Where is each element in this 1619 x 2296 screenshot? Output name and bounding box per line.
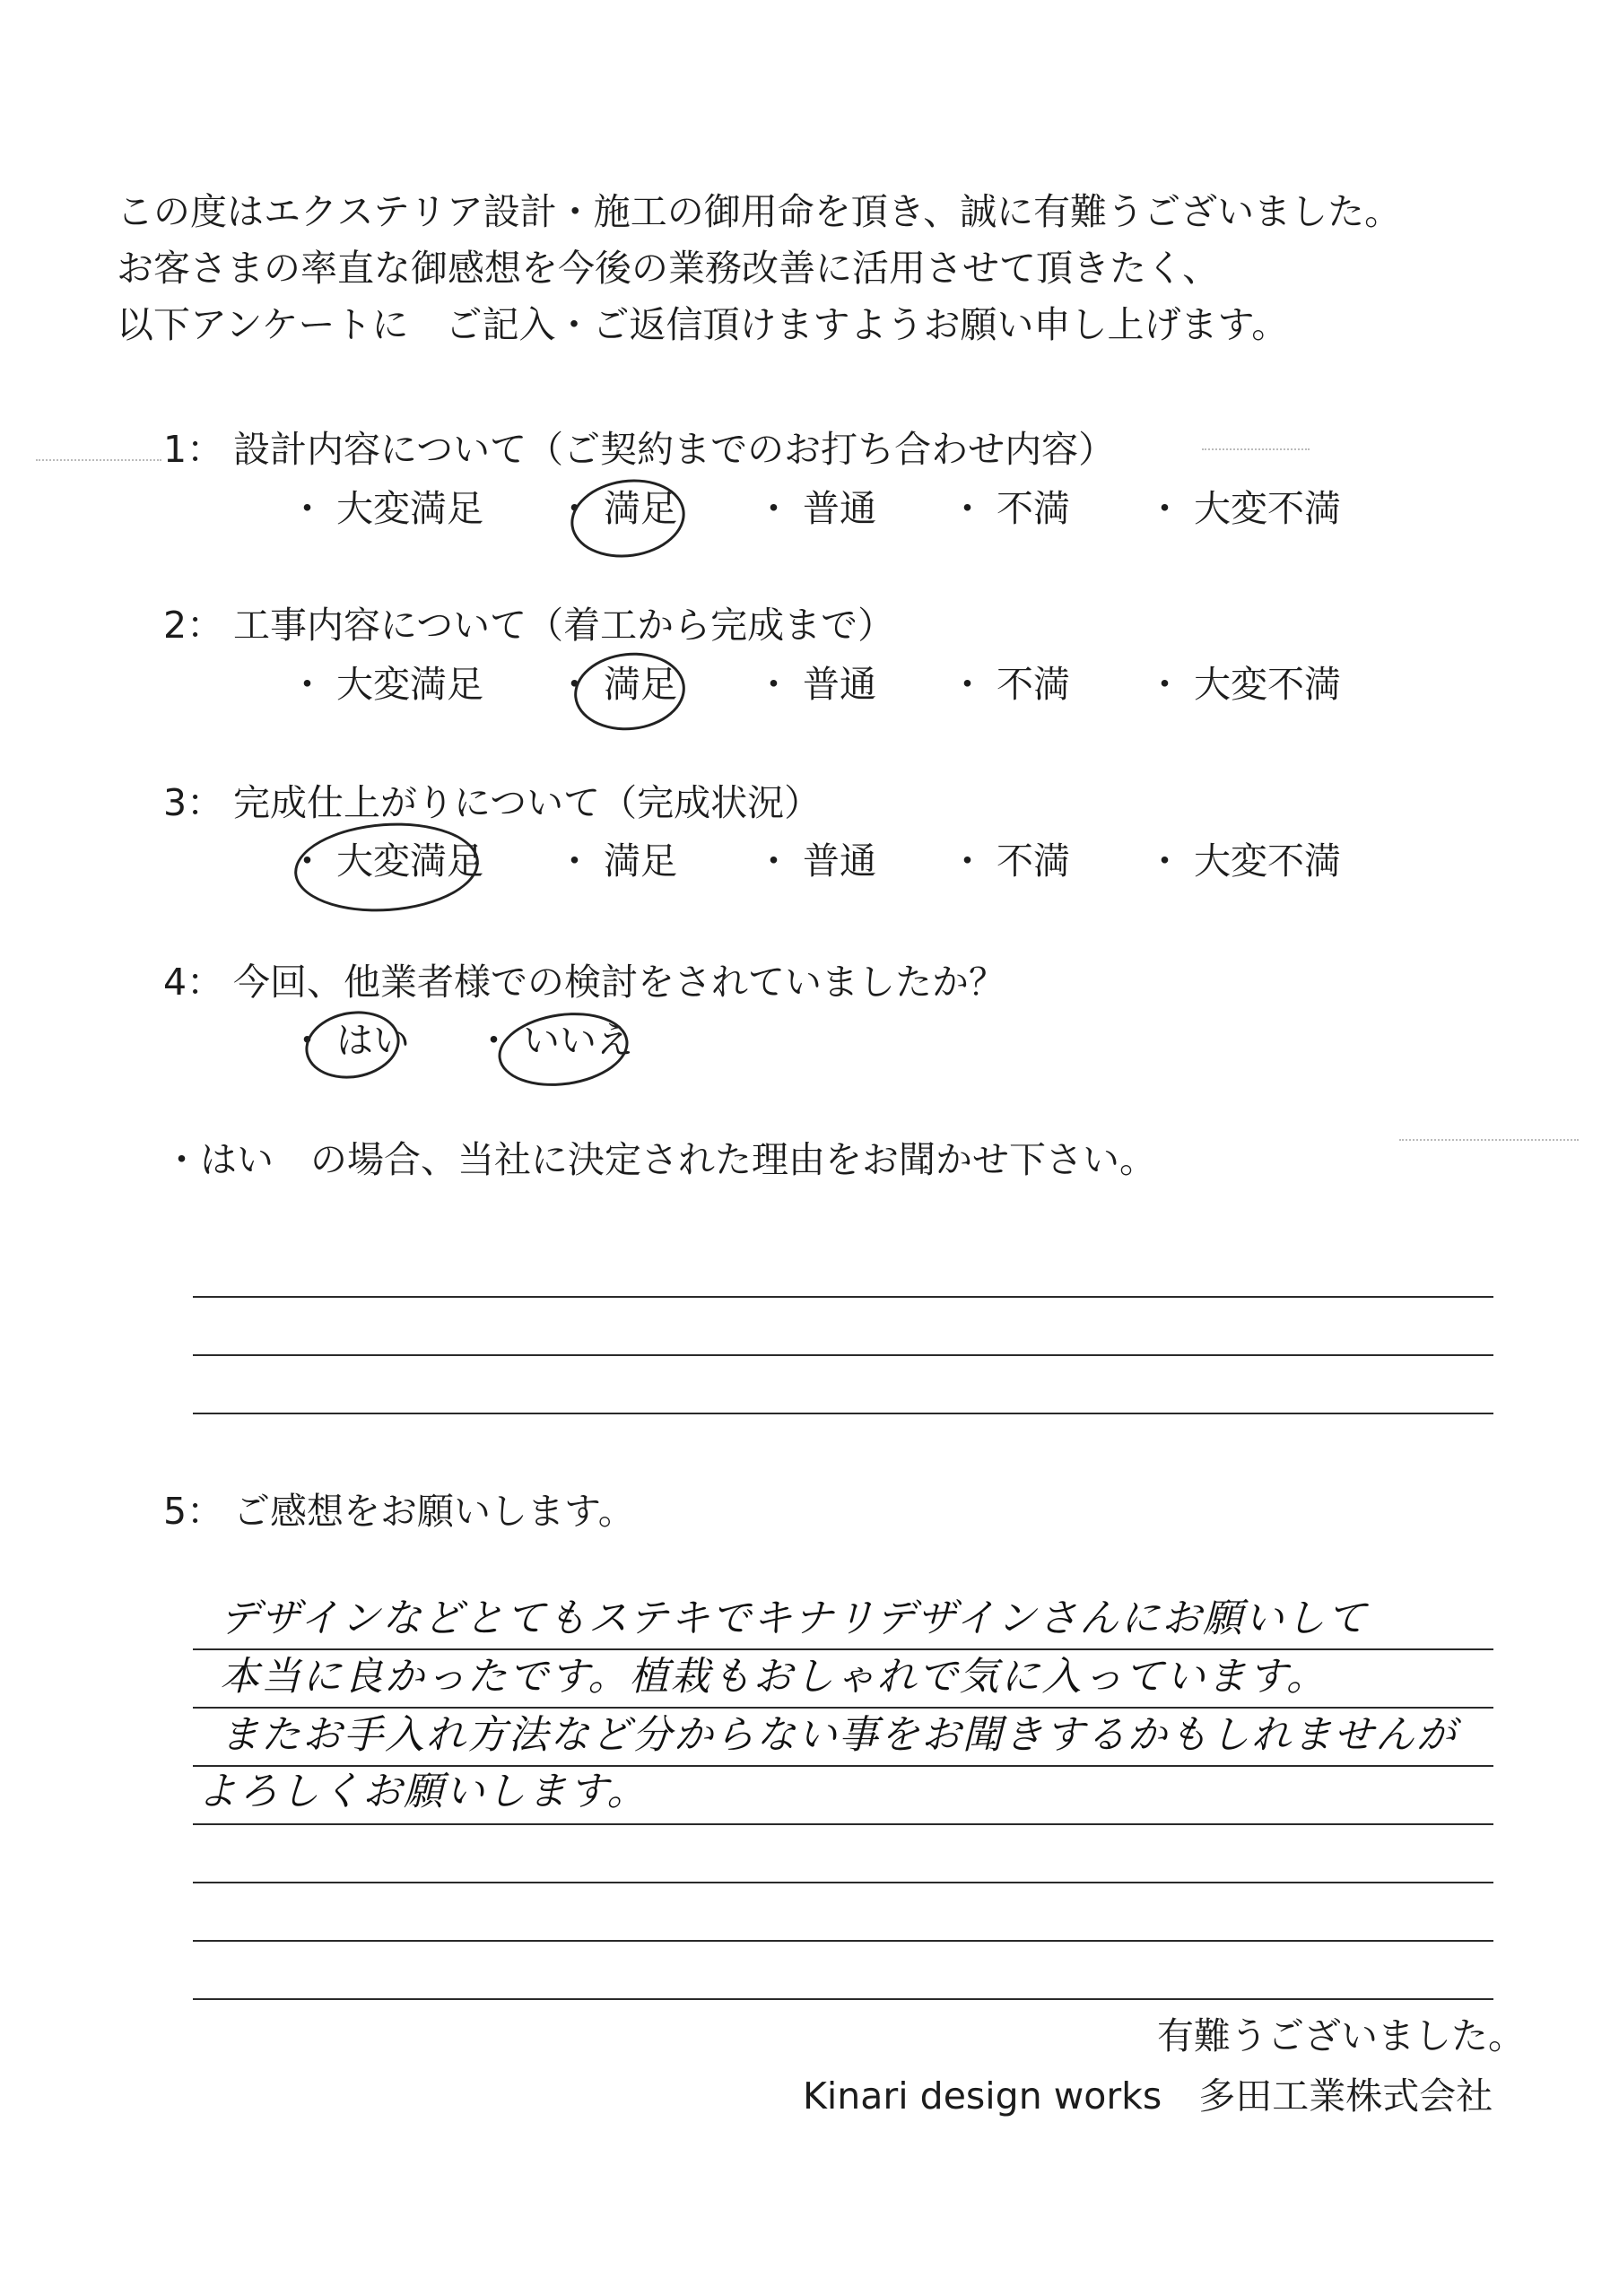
q3-option-satisfied[interactable]: ・ 満足 xyxy=(556,839,677,883)
question-text: 設計内容について（ご契約までのお打ち合わせ内容） xyxy=(233,428,1116,471)
question-text: 完成仕上がりについて（完成状況） xyxy=(233,781,822,824)
option-label: 普通 xyxy=(803,663,876,706)
option-label: 大変不満 xyxy=(1194,487,1341,530)
question-number: 1： xyxy=(163,428,224,471)
option-label: 不満 xyxy=(997,839,1070,883)
handwritten-answer-line: 本当に良かったです。植栽もおしゃれで気に入っています。 xyxy=(220,1654,1327,1700)
answer-rule-line xyxy=(193,1823,1493,1825)
scan-dotted-line xyxy=(36,459,161,461)
question-4-followup: ・はい の場合、当社に決定された理由をお聞かせ下さい。 xyxy=(163,1138,1156,1181)
question-3-title xyxy=(163,780,821,825)
q4-option-no[interactable]: ・ いいえ xyxy=(475,1019,633,1062)
answer-rule-line xyxy=(193,1940,1493,1942)
company-name: Kinari design works 多田工業株式会社 xyxy=(803,2074,1493,2118)
option-label: いいえ xyxy=(523,1019,633,1062)
q3-option-very-satisfied[interactable]: ・ 大変満足 xyxy=(289,839,483,883)
q3-option-normal[interactable]: ・ 普通 xyxy=(755,839,876,883)
option-label: 大変不満 xyxy=(1194,663,1341,706)
handwritten-answer-line: よろしくお願いします。 xyxy=(197,1769,648,1814)
option-label: 不満 xyxy=(997,663,1070,706)
answer-rule-line xyxy=(193,1882,1493,1883)
q2-option-very-satisfied[interactable]: ・ 大変満足 xyxy=(289,663,483,706)
option-label: 不満 xyxy=(997,487,1070,530)
thanks-text: 有難うございました。 xyxy=(1157,2014,1525,2057)
question-4-title xyxy=(163,960,1005,1004)
answer-rule-line xyxy=(193,1413,1493,1414)
question-number: 3： xyxy=(163,781,224,824)
question-text: ご感想をお願いします。 xyxy=(233,1490,635,1533)
q1-option-very-dissatisfied[interactable]: ・ 大変不満 xyxy=(1146,487,1341,530)
option-label: はい xyxy=(336,1019,410,1062)
intro-line: お客さまの率直な御感想を今後の業務改善に活用させて頂きたく、 xyxy=(117,247,1220,290)
question-number: 2： xyxy=(163,604,224,647)
question-text: 工事内容について（着工から完成まで） xyxy=(233,604,895,647)
option-label: 満足 xyxy=(604,487,677,530)
scan-dotted-line xyxy=(1399,1139,1579,1141)
option-label: 満足 xyxy=(604,663,677,706)
handwritten-answer-line: デザインなどとてもステキでキナリデザインさんにお願いして xyxy=(220,1596,1369,1641)
question-number: 5： xyxy=(163,1490,224,1533)
option-label: 大変満足 xyxy=(336,839,483,883)
question-2-title xyxy=(163,603,894,648)
answer-rule-line xyxy=(193,1354,1493,1356)
question-1-title xyxy=(163,427,1115,472)
intro-paragraph xyxy=(117,184,1516,353)
scan-dotted-line xyxy=(1202,448,1310,450)
answer-rule-line xyxy=(193,1765,1493,1767)
q1-option-normal[interactable]: ・ 普通 xyxy=(755,487,876,530)
q1-option-very-satisfied[interactable]: ・ 大変満足 xyxy=(289,487,483,530)
question-number: 4： xyxy=(163,961,224,1004)
q3-option-dissatisfied[interactable]: ・ 不満 xyxy=(949,839,1070,883)
option-label: 普通 xyxy=(803,839,876,883)
option-label: 普通 xyxy=(803,487,876,530)
q2-option-dissatisfied[interactable]: ・ 不満 xyxy=(949,663,1070,706)
question-text: 今回、他業者様での検討をされていましたか？ xyxy=(233,961,1005,1004)
q1-option-satisfied[interactable]: ・ 満足 xyxy=(556,487,677,530)
q2-option-very-dissatisfied[interactable]: ・ 大変不満 xyxy=(1146,663,1341,706)
q3-option-very-dissatisfied[interactable]: ・ 大変不満 xyxy=(1146,839,1341,883)
answer-rule-line xyxy=(193,1707,1493,1709)
handwritten-answer-line: またお手入れ方法など分からない事をお聞きするかもしれませんが xyxy=(220,1712,1458,1758)
answer-rule-line xyxy=(193,1998,1493,2000)
q4-option-yes[interactable]: ・ はい xyxy=(289,1019,410,1062)
option-label: 大変満足 xyxy=(336,487,483,530)
intro-line: この度はエクステリア設計・施工の御用命を頂き、誠に有難うございました。 xyxy=(117,190,1402,233)
q1-option-dissatisfied[interactable]: ・ 不満 xyxy=(949,487,1070,530)
option-label: 大変不満 xyxy=(1194,839,1341,883)
intro-line: 以下アンケートに ご記入・ご返信頂けますようお願い申し上げます。 xyxy=(117,303,1289,346)
q2-option-satisfied[interactable]: ・ 満足 xyxy=(556,663,677,706)
answer-rule-line xyxy=(193,1296,1493,1298)
option-label: 大変満足 xyxy=(336,663,483,706)
question-5-title xyxy=(163,1489,635,1534)
option-label: 満足 xyxy=(604,839,677,883)
answer-rule-line xyxy=(193,1648,1493,1650)
q2-option-normal[interactable]: ・ 普通 xyxy=(755,663,876,706)
